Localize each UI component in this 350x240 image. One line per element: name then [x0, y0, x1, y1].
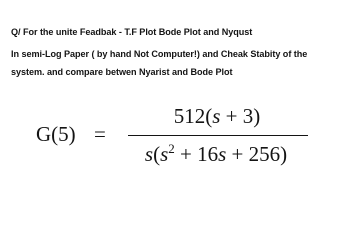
question-line-1: Q/ For the unite Feadbak - T.F Plot Bode Plot and Nyqust [11, 27, 253, 37]
formula-denominator [125, 141, 307, 167]
formula-lhs: G(5) [36, 122, 76, 146]
denominator-squared-variable: s [160, 142, 169, 166]
numerator-coefficient: 512( [173, 104, 213, 128]
question-line-2: In semi-Log Paper ( by hand Not Computer!) and Cheak Stabity of the [11, 49, 308, 59]
denominator-tail: + 256) [226, 142, 288, 166]
formula-equals-sign: = [94, 122, 106, 146]
numerator-tail: + 3) [220, 104, 261, 128]
denominator-exponent: 2 [168, 141, 175, 156]
numerator-variable: s [212, 104, 221, 128]
denominator-linear-variable: s [218, 142, 227, 166]
fraction-bar [128, 135, 308, 136]
transfer-function [36, 99, 336, 177]
denominator-middle: + 16 [174, 142, 219, 166]
formula-numerator [127, 104, 307, 128]
denominator-open-paren: ( [153, 142, 161, 166]
denominator-outer-variable: s [144, 142, 154, 166]
question-line-3: system. and compare betwen Nyarist and Bode Plot [11, 67, 233, 77]
